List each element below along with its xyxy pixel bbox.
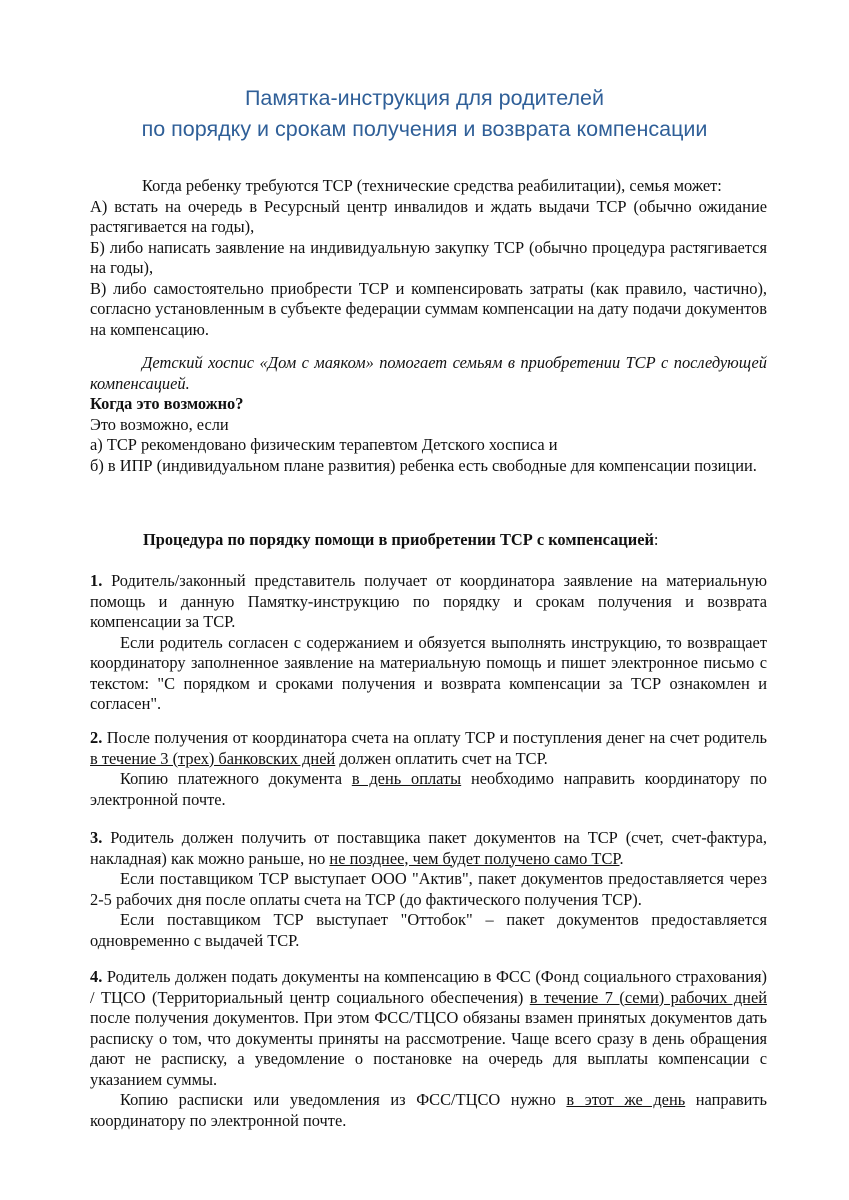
step-1-paragraph-2: Если родитель согласен с содержанием и обязуется выполнять инструкцию, то возвращает координатору заполненное заявление на материальную помощь и пишет электронное письмо с текстом: "С порядком и сроками получения и возврата компенсации за ТСР ознакомлен и согласен". xyxy=(90,632,767,713)
step-2 xyxy=(90,728,767,810)
step-3 xyxy=(90,828,767,951)
step-2-paragraph-2-end: необходимо направить координатору по электронной почте. xyxy=(90,769,767,809)
intro-option-a: А) встать на очередь в Ресурсный центр инвалидов и ждать выдачи ТСР (обычно ожидание растягивается на годы), xyxy=(90,196,767,236)
procedure-heading-colon: : xyxy=(653,530,659,549)
hospice-statement: Детский хоспис «Дом с маяком» помогает семьям в приобретении ТСР с последующей компенсацией. xyxy=(90,353,767,393)
step-2-text-end: должен оплатить счет на ТСР. xyxy=(335,748,548,768)
hospice-condition-a: а) ТСР рекомендовано физическим терапевтом Детского хосписа и xyxy=(90,435,558,454)
step-1 xyxy=(90,571,767,715)
intro-option-c: В) либо самостоятельно приобрести ТСР и компенсировать затраты (как правило, частично), согласно установленным в субъекте федерации суммам компенсации на дату подачи документов на компенсацию. xyxy=(90,278,767,339)
step-3-paragraph-2: Если поставщиком ТСР выступает ООО "Актив", пакет документов предоставляется через 2-5 рабочих дня после оплаты счета на ТСР (до фактического получения ТСР). xyxy=(90,869,767,909)
step-1-number: 1. xyxy=(90,571,103,590)
step-2-paragraph-2: Копию платежного документа xyxy=(120,769,352,788)
step-4-text: Родитель должен подать документы на компенсацию в ФСС (Фонд социального страхования) / ТЦСО (Территориальный центр социального обеспечения) xyxy=(90,967,767,1007)
step-2-payment-day: в день оплаты xyxy=(351,769,462,788)
document-title-line-1: Памятка-инструкция для родителей xyxy=(244,86,605,110)
procedure-heading xyxy=(143,530,783,551)
intro-section xyxy=(90,176,767,340)
step-3-number: 3. xyxy=(90,828,103,847)
step-4-paragraph-2: Копию расписки или уведомления из ФСС/ТЦСО нужно xyxy=(120,1090,567,1109)
step-4-number: 4. xyxy=(90,967,103,986)
hospice-question: Когда это возможно? xyxy=(90,394,244,413)
step-3-text-end: . xyxy=(619,848,624,868)
step-4-same-day: в этот же день xyxy=(566,1090,686,1109)
document-title-line-2: по порядку и срокам получения и возврата компенсации xyxy=(141,117,708,141)
step-2-deadline: в течение 3 (трех) банковских дней xyxy=(90,748,336,768)
step-3-deadline: не позднее, чем будет получено само ТСР xyxy=(329,848,620,868)
step-3-text: Родитель должен получить от поставщика пакет документов на ТСР (счет, счет-фактура, накладная) как можно раньше, но xyxy=(90,828,768,868)
step-1-text: Родитель/законный представитель получает от координатора заявление на материальную помощь и данную Памятку-инструкцию по порядку и срокам получения и возврата компенсации за ТСР. xyxy=(90,571,767,631)
step-2-number: 2. xyxy=(90,728,103,747)
step-4-paragraph-2-end: направить координатору по электронной почте. xyxy=(90,1090,767,1130)
hospice-possible-if: Это возможно, если xyxy=(90,414,229,434)
intro-option-b: Б) либо написать заявление на индивидуальную закупку ТСР (обычно процедура растягивается на годы), xyxy=(90,237,767,277)
hospice-condition-b: б) в ИПР (индивидуальном плане развития) ребенка есть свободные для компенсации позиции. xyxy=(90,455,757,475)
step-4-deadline: в течение 7 (семи) рабочих дней xyxy=(529,987,768,1007)
hospice-section xyxy=(90,353,767,476)
step-3-paragraph-3: Если поставщиком ТСР выступает "Оттобок" – пакет документов предоставляется одновременно с выдачей ТСР. xyxy=(90,910,767,950)
procedure-heading-text: Процедура по порядку помощи в приобретении ТСР с компенсацией xyxy=(143,530,654,549)
step-2-text: После получения от координатора счета на оплату ТСР и поступления денег на счет родитель xyxy=(106,728,767,747)
intro-lead: Когда ребенку требуются ТСР (технические средства реабилитации), семья может: xyxy=(142,176,722,195)
step-4-text-end: после получения документов. При этом ФСС/ТЦСО обязаны взамен принятых документов дать расписку о том, что документы приняты на рассмотрение. Чаще всего сразу в день обращения дают не расписку, а уведомление о постановке на очередь для выплаты компенсации с указанием суммы. xyxy=(90,1008,767,1089)
step-4 xyxy=(90,967,767,1131)
